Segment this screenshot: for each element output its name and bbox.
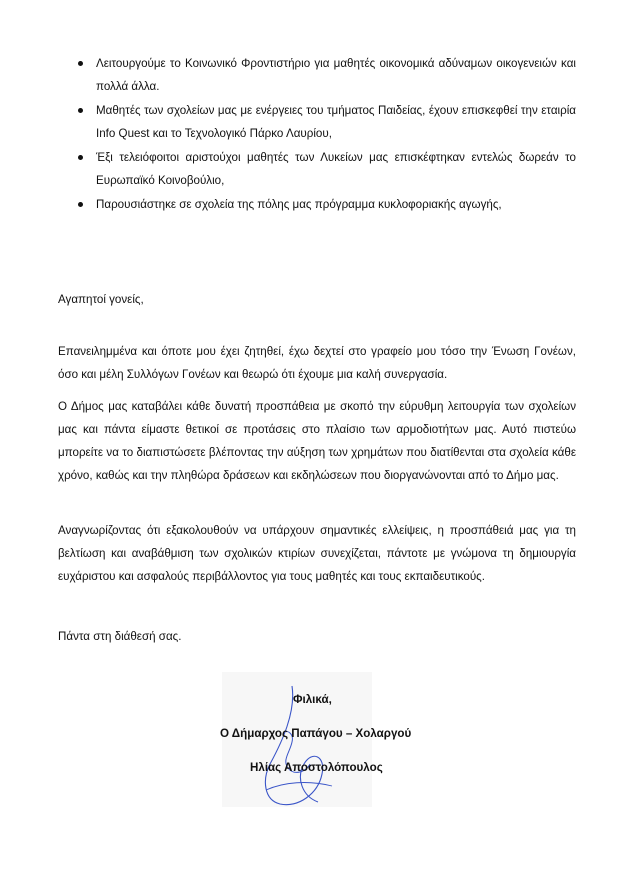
bullet-icon <box>78 61 83 66</box>
achievements-list <box>58 52 576 217</box>
letter-closing: Πάντα στη διάθεσή σας. <box>58 630 182 643</box>
signature-name: Ηλίας Αποστολόπουλος <box>250 761 383 774</box>
list-item <box>58 99 576 145</box>
signature-stroke <box>266 783 332 790</box>
bullet-icon <box>78 108 83 113</box>
signature-title: Ο Δήμαρχος Παπάγου – Χολαργού <box>220 727 412 740</box>
list-item-text: Παρουσιάστηκε σε σχολεία της πόλης μας πρόγραμμα κυκλοφοριακής αγωγής, <box>96 198 502 211</box>
list-item-text: Λειτουργούμε το Κοινωνικό Φροντιστήριο για μαθητές οικονομικά αδύναμων οικογενειών και πολλά άλλα. <box>96 57 576 93</box>
list-item <box>58 193 576 216</box>
bullet-icon <box>78 202 83 207</box>
letter-paragraph-1: Επανειλημμένα και όποτε μου έχει ζητηθεί, έχω δεχτεί στο γραφείο μου τόσο την Ένωση Γονέων, όσο και μέλη Συλλόγων Γονέων και θεωρώ ότι έχουμε μια καλή συνεργασία. <box>58 345 576 381</box>
list-item <box>58 146 576 192</box>
signature-salutation: Φιλικά, <box>293 693 332 706</box>
letter-paragraph-3: Αναγνωρίζοντας ότι εξακολουθούν να υπάρχουν σημαντικές ελλείψεις, η προσπάθειά μας για τη βελτίωση και αναβάθμιση των σχολικών κτιρίων συνεχίζεται, πάντοτε με γνώμονα τη δημιουργία ευχάριστου και ασφαλούς περιβάλλοντος για τους μαθητές και τους εκπαιδευτικούς. <box>58 524 576 583</box>
list-item <box>58 52 576 98</box>
letter-greeting: Αγαπητοί γονείς, <box>58 293 144 306</box>
list-item-text: Έξι τελειόφοιτοι αριστούχοι μαθητές των Λυκείων μας επισκέφτηκαν εντελώς δωρεάν το Ευρωπαϊκό Κοινοβούλιο, <box>96 151 576 187</box>
bullet-icon <box>78 155 83 160</box>
list-item-text: Μαθητές των σχολείων μας με ενέργειες του τμήματος Παιδείας, έχουν επισκεφθεί την εταιρία Info Quest και το Τεχνολογικό Πάρκο Λαυρίου, <box>96 104 576 140</box>
letter-paragraph-2: Ο Δήμος μας καταβάλει κάθε δυνατή προσπάθεια με σκοπό την εύρυθμη λειτουργία των σχολείων μας και πάντα είμαστε θετικοί σε προτάσεις στο πλαίσιο των αρμοδιοτήτων μας. Αυτό πιστεύω μπορείτε να το διαπιστώσετε βλέποντας την αύξηση των χρημάτων που διατίθενται στα σχολεία κάθε χρόνο, καθώς και την πληθώρα δράσεων και εκδηλώσεων που διοργανώνονται από το Δήμο μας. <box>58 400 576 482</box>
